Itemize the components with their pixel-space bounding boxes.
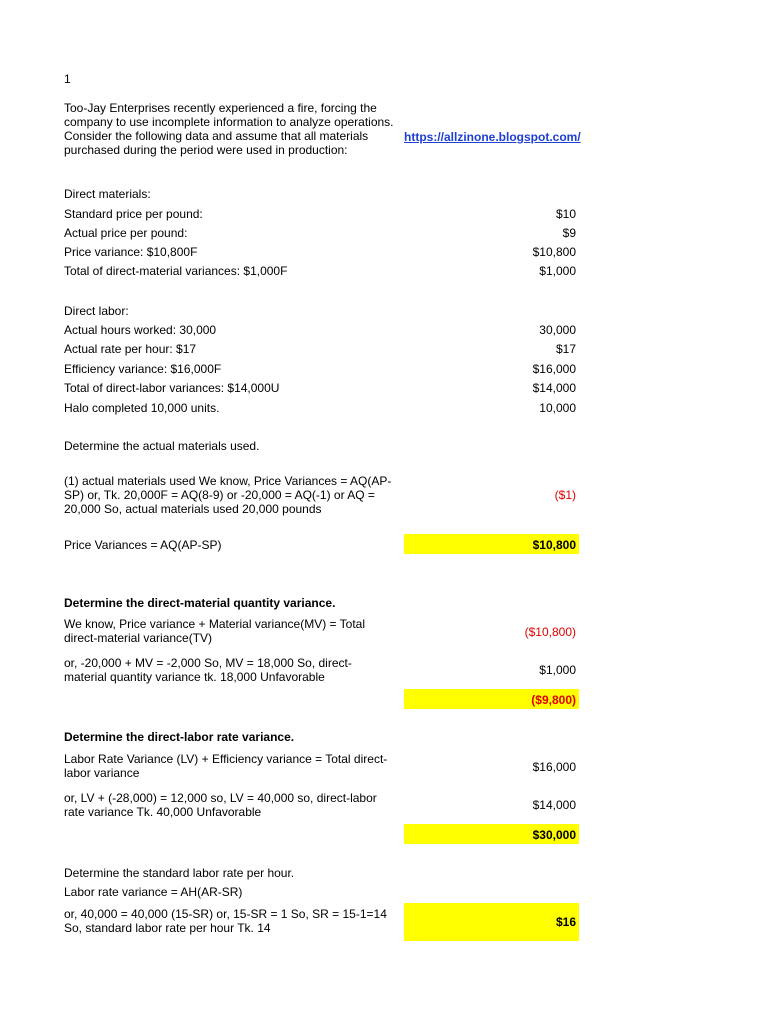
dl-value-units-completed: 10,000 (539, 401, 576, 415)
q1-result: $10,800 (532, 538, 576, 552)
dm-value-price-variance: $10,800 (532, 245, 576, 259)
dm-label-standard-price: Standard price per pound: (64, 207, 203, 221)
dm-value-total-variances: $1,000 (539, 264, 576, 278)
q2-value1: ($10,800) (524, 625, 576, 639)
q3-value1: $16,000 (532, 760, 576, 774)
dm-value-standard-price: $10 (555, 207, 576, 221)
dl-label-actual-hours: Actual hours worked: 30,000 (64, 323, 217, 337)
q4-result: $16 (555, 915, 576, 929)
q4-line2: or, 40,000 = 40,000 (15-SR) or, 15-SR = 1 So, SR = 15-1=14 So, standard labor rate per hour Tk. 14 (64, 907, 387, 935)
dl-value-actual-hours: 30,000 (539, 323, 576, 337)
dl-label-total-variances: Total of direct-labor variances: $14,000U (64, 381, 280, 395)
page-number: 1 (64, 72, 71, 86)
dm-label-price-variance: Price variance: $10,800F (64, 245, 198, 259)
dl-label-units-completed: Halo completed 10,000 units. (64, 401, 220, 415)
q3-value2: $14,000 (532, 798, 576, 812)
q3-line1: Labor Rate Variance (LV) + Efficiency variance = Total direct-labor variance (64, 752, 388, 780)
dl-value-total-variances: $14,000 (532, 381, 576, 395)
q2-line2: or, -20,000 + MV = -2,000 So, MV = 18,000 So, direct-material quantity variance tk. 18,000 Unfavorable (64, 656, 352, 684)
q2-result: ($9,800) (531, 693, 576, 707)
q1-formula: Price Variances = AQ(AP-SP) (64, 538, 222, 552)
intro-paragraph: Too-Jay Enterprises recently experienced a fire, forcing the company to use incomplete information to analyze operations. Consider the following data and assume that all materials purchased during the period were used in production: (64, 101, 394, 157)
q1-heading: Determine the actual materials used. (64, 439, 260, 453)
q4-line1: Labor rate variance = AH(AR-SR) (64, 885, 243, 899)
q1-explanation: (1) actual materials used We know, Price Variances = AQ(AP-SP) or, Tk. 20,000F = AQ(8-9) or -20,000 = AQ(-1) or AQ = 20,000 So, actual materials used 20,000 pounds (64, 474, 392, 516)
q4-heading: Determine the standard labor rate per hour. (64, 866, 295, 880)
q1-value: ($1) (554, 488, 576, 502)
dm-value-actual-price: $9 (562, 226, 576, 240)
q2-heading: Determine the direct-material quantity variance. (64, 596, 336, 610)
q2-value2: $1,000 (539, 663, 576, 677)
dl-value-actual-rate: $17 (555, 342, 576, 356)
q2-line1: We know, Price variance + Material variance(MV) = Total direct-material variance(TV) (64, 617, 366, 645)
q3-result: $30,000 (532, 828, 576, 842)
q3-line2: or, LV + (-28,000) = 12,000 so, LV = 40,000 so, direct-labor rate variance Tk. 40,000 Unfavorable (64, 791, 377, 819)
dm-label-total-variances: Total of direct-material variances: $1,000F (64, 264, 288, 278)
source-link[interactable]: https://allzinone.blogspot.com/ (404, 130, 581, 144)
dl-label-efficiency-variance: Efficiency variance: $16,000F (64, 362, 222, 376)
q3-heading: Determine the direct-labor rate variance. (64, 730, 295, 744)
direct-labor-heading: Direct labor: (64, 304, 129, 318)
dl-value-efficiency-variance: $16,000 (532, 362, 576, 376)
dl-label-actual-rate: Actual rate per hour: $17 (64, 342, 197, 356)
direct-materials-heading: Direct materials: (64, 187, 151, 201)
dm-label-actual-price: Actual price per pound: (64, 226, 188, 240)
